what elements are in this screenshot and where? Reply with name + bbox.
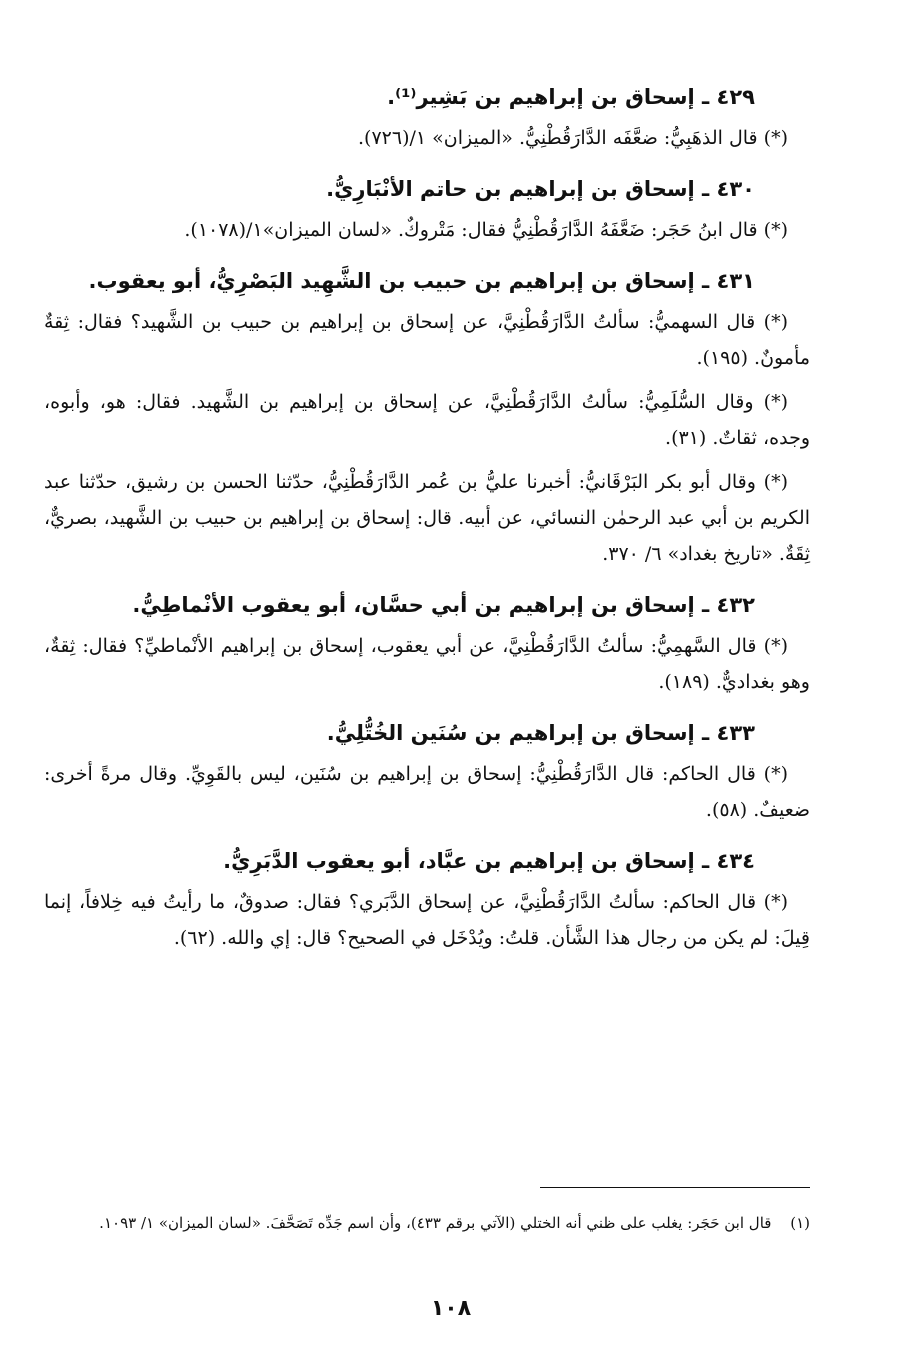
entry-title: ٤٣٤ ـ إسحاق بن إبراهيم بن عبَّاد، أبو يعقوب الدَّبَرِيُّ. bbox=[223, 849, 755, 873]
entry bbox=[44, 590, 810, 700]
page-number: ١٠٨ bbox=[430, 1296, 472, 1321]
entry bbox=[44, 846, 810, 956]
entry-title: ٤٣٠ ـ إسحاق بن إبراهيم بن حاتم الأنْبَارِيُّ. bbox=[326, 177, 755, 201]
entry-paragraph: (*) قال السهميُّ: سألتُ الدَّارَقُطْنِيَّ، عن إسحاق بن إبراهيم بن حبيب بن الشَّهيد؟ فقال: ثِقةٌ مأمونٌ. (١٩٥). bbox=[44, 311, 810, 369]
entry-title: ٤٢٩ ـ إسحاق بن إبراهيم بن بَشِير⁽¹⁾. bbox=[387, 85, 755, 109]
footnote bbox=[44, 1210, 810, 1236]
entry-paragraph: (*) قال ابنُ حَجَر: ضَعَّفَهُ الدَّارَقُطْنِيُّ فقال: مَتْروكٌ. «لسان الميزان»١/(١٠٧٨). bbox=[184, 219, 788, 241]
entry-title: ٤٣٣ ـ إسحاق بن إبراهيم بن سُنَين الخُتُّلِيُّ. bbox=[326, 721, 755, 745]
entry-title: ٤٣٢ ـ إسحاق بن إبراهيم بن أبي حسَّان، أبو يعقوب الأنْماطِيُّ. bbox=[132, 593, 755, 617]
entry bbox=[44, 718, 810, 828]
footnote-number: (١) bbox=[790, 1214, 810, 1232]
page-body bbox=[44, 82, 810, 974]
entry bbox=[44, 174, 810, 248]
entry-paragraph: (*) وقال أبو بكر البَرْقَانيُّ: أخبرنا عليُّ بن عُمر الدَّارَقُطْنِيُّ، حدّثنا الحسن بن رشيق، حدّثنا عبد الكريم بن أبي عبد الرحمٰن النسائي، عن أبيه. قال: إسحاق بن إبراهيم بن حبيب بن الشَّهيد، بصريٌّ، ثِقَةٌ. «تاريخ بغداد» ٦/ ٣٧٠. bbox=[44, 471, 810, 565]
entry-paragraph: (*) قال الذهَبِيُّ: ضعَّفَه الدَّارَقُطْنِيُّ. «الميزان» ١/(٧٢٦). bbox=[357, 127, 788, 149]
footnote-text: قال ابن حَجَر: يغلب على ظني أنه الختلي (الآتي برقم ٤٣٣)، وأن اسم جَدِّه تَصَحَّفَ. «لسان الميزان» ١/ ١٠٩٣. bbox=[99, 1214, 772, 1232]
entry bbox=[44, 82, 810, 156]
entry-title: ٤٣١ ـ إسحاق بن إبراهيم بن حبيب بن الشَّهِيد البَصْرِيُّ، أبو يعقوب. bbox=[88, 269, 755, 293]
entry-paragraph: (*) وقال السُّلَمِيُّ: سألتُ الدَّارَقُطْنِيَّ، عن إسحاق بن إبراهيم بن الشَّهيد. فقال: هو، وأبوه، وجده، ثقاتٌ. (٣١). bbox=[44, 391, 810, 449]
entry-paragraph: (*) قال الحاكم: سألتُ الدَّارَقُطْنِيَّ، عن إسحاق الدَّبَري؟ فقال: صدوقٌ، ما رأيتُ فيه خِلافاً، إنما قِيلَ: لم يكن من رجال هذا الشَّأن. قلتُ: ويُدْخَل في الصحيح؟ قال: إي والله. (٦٢). bbox=[44, 891, 810, 949]
entry-paragraph: (*) قال الحاكم: قال الدَّارَقُطْنِيُّ: إسحاق بن إبراهيم بن سُنَين، ليس بالقَوِيِّ. وقال مرةً أخرى: ضعيفٌ. (٥٨). bbox=[44, 763, 810, 821]
entry bbox=[44, 266, 810, 572]
entry-paragraph: (*) قال السَّهمِيُّ: سألتُ الدَّارَقُطْنِيَّ، عن أبي يعقوب، إسحاق بن إبراهيم الأنْماطيِّ؟ فقال: ثِقةٌ، وهو بغداديٌّ. (١٨٩). bbox=[44, 635, 810, 693]
footnote-separator bbox=[540, 1187, 810, 1188]
